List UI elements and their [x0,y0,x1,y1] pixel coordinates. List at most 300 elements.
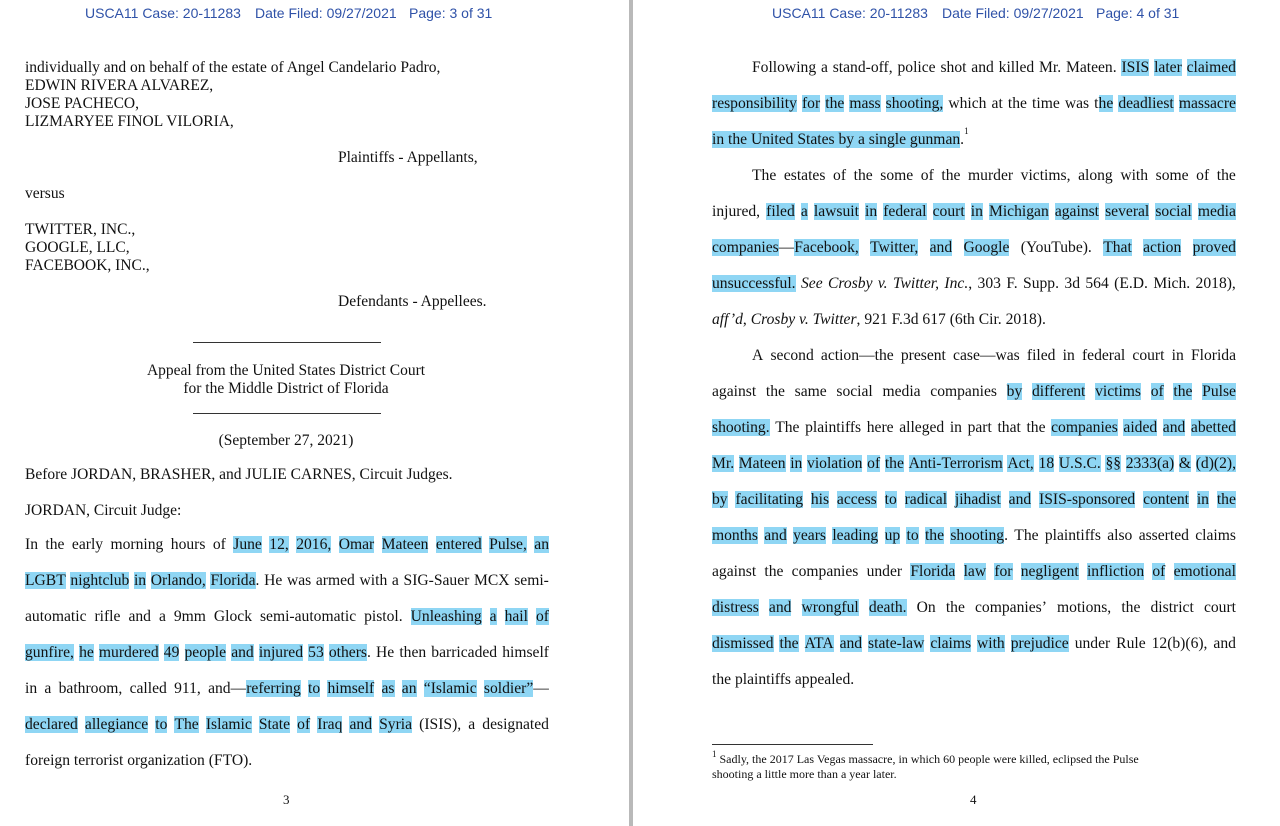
word: others. [328,644,371,661]
separator-rule [193,342,381,343]
word: mass [849,95,881,112]
body-line [25,644,549,662]
body-line [712,491,1236,509]
opinion-date: (September 27, 2021) [218,432,354,449]
word: gunfire, [25,644,74,661]
word: injured [258,644,304,661]
word: the [1094,95,1114,112]
highlight-gap [482,608,490,626]
word: 9mm [173,608,206,625]
word: a [158,608,166,625]
highlight-gap [829,491,837,509]
word: also [1107,527,1133,544]
word: murder [968,167,1014,184]
word: Syria [379,716,413,733]
word: v. [877,275,888,292]
highlight-gap [1141,383,1151,401]
word: the [764,563,784,580]
word: the [924,527,945,544]
word: years [793,527,826,544]
highlight-gap [199,716,206,734]
word: present [900,347,946,364]
page-number: 3 [283,792,290,807]
word: along [1078,167,1113,184]
word: was [1064,95,1090,112]
highlight-gap [791,599,801,617]
word: On [916,599,936,616]
word: Unleashing [410,608,482,625]
word: the [1121,599,1141,616]
page-indicator: Page: 3 of 31 [409,5,493,21]
highlight-gap [986,563,994,581]
word: a [468,716,476,733]
word: stand-off, [832,59,893,76]
word: 303 [977,275,1001,292]
word: of [212,536,226,553]
word: violation [807,455,863,472]
word: Supp. [1023,275,1059,292]
highlight-gap [374,536,381,554]
word: district [1150,599,1194,616]
word: Islamic [205,716,252,733]
body-line [712,455,1236,473]
word: victims [1095,383,1141,400]
word: himself [327,680,375,697]
word: infliction [1086,563,1145,580]
footnote-ref[interactable]: 1 [964,126,969,136]
word: and [128,608,151,625]
word: an [534,536,549,553]
word: Mr. [1039,59,1062,76]
body-line-text: in the United States by a single gunman. [712,131,965,148]
body-line: aff’d , Crosby v. Twitter , 921 F.3d 617 (6th Cir. 2018). [712,311,1046,328]
word: estates [783,167,826,184]
word: alleged [899,419,945,436]
word: at [991,95,1003,112]
word: motions, [1057,599,1112,616]
body-line [25,536,549,554]
word: of [1150,383,1164,400]
highlight-gap [289,536,296,554]
word: and [1008,491,1032,508]
highlight-gap [1164,383,1174,401]
word: ISIS [1121,59,1150,76]
word: with [359,572,388,589]
highlight-gap [78,716,85,734]
word: victims, [1020,167,1071,184]
word: a [44,680,52,697]
word: The [775,419,800,436]
highlight-gap [1022,383,1032,401]
word: negligent [1020,563,1079,580]
word: and [929,239,953,256]
word: In [25,536,38,553]
word: by [1006,383,1023,400]
word: to [308,680,321,697]
highlight: in the United States by a single gunman [712,131,961,148]
word: with [1120,167,1149,184]
word: emotional [1173,563,1236,580]
highlight-gap [1135,491,1143,509]
word: The [752,167,777,184]
highlight-gap [477,680,484,698]
word: against [712,383,757,400]
word: nightclub [70,572,130,589]
word: second [770,347,814,364]
highlight-gap [952,239,963,257]
word: (E.D. [1114,275,1148,292]
word: to [155,716,168,733]
word: the [853,167,873,184]
highlight-gap [918,239,929,257]
date-filed: Date Filed: 09/27/2021 [942,5,1084,21]
date-filed: Date Filed: 09/27/2021 [255,5,397,21]
word: claims [1195,527,1236,544]
panel-line: Before JORDAN, BRASHER, and JULIE CARNES, Circuit Judges. [25,466,453,483]
word: in [133,572,147,589]
highlight-gap [342,716,349,734]
word: a [800,203,808,220]
word: part [967,419,992,436]
word: people [184,644,227,661]
appeal-line: for the Middle District of Florida [183,380,389,397]
word: a [820,59,828,76]
word: armed [315,572,355,589]
word: social [1155,203,1192,220]
case-number: USCA11 Case: 20-11283 [85,5,241,21]
word: Crosby [828,275,873,292]
word: the [1007,95,1027,112]
highlight-gap [262,536,269,554]
highlight-gap [1144,563,1152,581]
highlight-gap [395,680,402,698]
body-line [752,59,1236,77]
word: in [1171,347,1184,364]
word: (YouTube). [1020,239,1092,256]
word: federal [1081,347,1126,364]
word: entered [435,536,482,553]
footnote-rule [712,744,873,745]
word: Inc., [944,275,973,292]
word: to [884,491,897,508]
word: shooting. [950,527,1008,544]
word: filed [766,203,795,220]
word: and [839,635,863,652]
body-line [25,608,549,626]
highlight-gap [428,536,435,554]
word: by [712,491,728,508]
word: soldier”— [483,680,549,697]
footnote-first-line: Sadly, the 2017 Las Vegas massacre, in which 60 people were killed, eclipsed the Pulse [719,752,1139,766]
word: in [790,455,803,472]
word: facilitating [735,491,803,508]
word: a [391,572,399,589]
word: claims [930,635,972,652]
word: the [1216,491,1236,508]
word: Orlando, [150,572,206,589]
word: of [535,608,549,625]
word: and [764,527,787,544]
word: media [1197,203,1236,220]
body-line [25,572,549,590]
word: aided [1123,419,1158,436]
word: SIG-Sauer [403,572,470,589]
word: “Islamic [423,680,477,697]
word: 12(b)(6), [1151,635,1208,652]
caption-line: EDWIN RIVERA ALVAREZ, [25,77,214,94]
word: 2018), [1195,275,1236,292]
body-line [712,419,1236,437]
word: against [712,563,757,580]
word: court [1132,347,1165,364]
word: ATA [804,635,834,652]
word: up [884,527,901,544]
word: action [1143,239,1182,256]
word: F. [1006,275,1018,292]
highlight-gap [1132,239,1143,257]
word: companies—Facebook, [712,239,859,256]
word: the [765,383,785,400]
word: action—the [820,347,894,364]
body-line [712,275,1236,293]
highlight-gap [374,680,381,698]
word: in [970,203,983,220]
italic-citation: Crosby v. Twitter [750,311,857,328]
highlight-gap [1181,239,1192,257]
highlight-gap [1209,491,1217,509]
defendant-name: FACEBOOK, INC., [25,257,150,274]
word: Twitter, [870,239,919,256]
word: U.S.C. [1058,455,1101,472]
word: 12, [269,536,289,553]
word: Pulse [1202,383,1236,400]
highlight-gap [759,599,769,617]
plaintiffs-label: Plaintiffs - Appellants, [338,149,478,166]
word: Mateen. [1065,59,1117,76]
word: rifle [94,608,121,625]
word: 2333(a) [1125,455,1175,472]
word: of [867,455,881,472]
word: and [1213,635,1236,652]
word: The [174,716,199,733]
highlight-gap [148,716,155,734]
word: under [866,563,903,580]
word: companies’ [975,599,1047,616]
word: which [948,95,987,112]
word: deadliest [1118,95,1174,112]
body-line: the plaintiffs appealed. [712,671,855,688]
word: 3d [1064,275,1080,292]
highlight-gap [1001,491,1009,509]
highlight-gap [859,599,869,617]
highlight-gap [290,716,297,734]
word: as [381,680,395,697]
word: shooting, [885,95,944,112]
word: Anti-Terrorism [908,455,1003,472]
body-line [712,383,1236,401]
word: bathroom, [58,680,123,697]
word: Florida. [210,572,260,589]
highlight-gap [528,608,536,626]
word: Glock [213,608,252,625]
word: & [1178,455,1192,472]
highlight-gap [1085,383,1095,401]
word: radical [904,491,948,508]
word: court [932,203,965,220]
word: a [489,608,497,625]
word: wrongful [801,599,859,616]
word: filed [1026,347,1056,364]
word: declared [25,716,78,733]
judge-line: JORDAN, Circuit Judge: [25,502,182,519]
footnote-line [712,749,1236,767]
defendant-name: TWITTER, INC., [25,221,136,238]
word: access [836,491,877,508]
word: in [865,203,878,220]
word: here [866,419,894,436]
body-line [712,599,1236,617]
word: of [920,167,934,184]
caption-line: LIZMARYEE FINOL VILORIA, [25,113,234,130]
word: 49 [163,644,180,661]
body-line [25,716,549,734]
word: ISIS-sponsored [1039,491,1136,508]
body-line: foreign terrorist organization (FTO). [25,752,253,769]
word: time [1032,95,1060,112]
word: June [233,536,262,553]
right-page [633,0,1280,826]
highlight-gap [320,680,327,698]
highlight-gap [859,239,870,257]
highlight-gap [167,716,174,734]
footnote-line: shooting a little more than a year later. [712,767,897,781]
word: state-law [868,635,925,652]
footnote [712,749,1236,782]
word: months [712,527,758,544]
word: Mateen [381,536,429,553]
highlight-gap [497,608,505,626]
caption-line: individually and on behalf of the estate of Angel Candelario Padro, [25,59,441,76]
word: semi-automatic [259,608,357,625]
defendant-name: GOOGLE, LLC, [25,239,130,256]
word: allegiance [84,716,149,733]
word: unsuccessful. [712,275,796,292]
word: companies [791,563,859,580]
word: federal [883,203,927,220]
body-line [712,635,1236,653]
word: injured, [712,203,761,220]
word: some [1155,167,1189,184]
highlight-gap [1165,563,1173,581]
word: for [801,95,821,112]
body-line [712,563,1236,581]
word: the [884,455,904,472]
word: shooting. [712,419,770,436]
footnote-text [712,749,1139,767]
word: under [1074,635,1111,652]
highlight-gap [897,491,905,509]
word: barricaded [431,644,498,661]
highlight-gap [728,491,736,509]
word: The [1014,527,1039,544]
word: and—referring [208,680,301,697]
word: some [880,167,914,184]
word: pistol. [364,608,403,625]
word: the [945,599,965,616]
word: automatic [25,608,87,625]
footnote-marker: 1 [712,749,717,759]
word: was [286,572,312,589]
highlight-gap [1079,563,1087,581]
word: the [1216,167,1236,184]
word: of [297,716,311,733]
word: Florida [910,563,956,580]
highlight-gap [252,716,259,734]
word: Omar [338,536,375,553]
word: and [349,716,372,733]
word: case—was [953,347,1020,364]
appeal-line: Appeal from the United States District Court [146,362,426,379]
highlight-gap [803,491,811,509]
word: an [401,680,417,697]
word: lawsuit [813,203,859,220]
highlight-gap [877,491,885,509]
word: asserted [1138,527,1189,544]
word: dismissed [712,635,774,652]
word: Iraq [317,716,343,733]
word: §§ [1105,455,1122,472]
caption-line: JOSE PACHECO, [25,95,139,112]
word: early [71,536,104,553]
word: Pulse, [489,536,527,553]
word: 564 [1085,275,1109,292]
highlight-gap [310,716,317,734]
highlight-gap [947,491,955,509]
body-line [712,239,1236,257]
word: law [963,563,987,580]
word: in [1196,491,1209,508]
word: social [836,383,873,400]
word: for [994,563,1013,580]
word: court [1203,599,1236,616]
word: shot [940,59,967,76]
word: Florida [1190,347,1236,364]
word: and [768,599,792,616]
word: jihadist [954,491,1001,508]
word: 18 [1038,455,1055,472]
word: massacre [1178,95,1236,112]
word: Act, [1007,455,1034,472]
word: the [1173,383,1193,400]
case-number: USCA11 Case: 20-11283 [772,5,928,21]
word: of [1196,167,1210,184]
word: the [45,536,65,553]
word: MCX [474,572,510,589]
word: Mateen [738,455,786,472]
word: and [1162,419,1186,436]
word: called [129,680,167,697]
word: death. [868,599,907,616]
word: in [949,419,962,436]
word: the [941,167,961,184]
highlight-gap [1189,491,1197,509]
body-line [712,527,1236,545]
word: several [1105,203,1150,220]
left-page [0,0,629,826]
word: of [833,167,847,184]
highlight-gap [955,563,963,581]
word: See [800,275,823,292]
